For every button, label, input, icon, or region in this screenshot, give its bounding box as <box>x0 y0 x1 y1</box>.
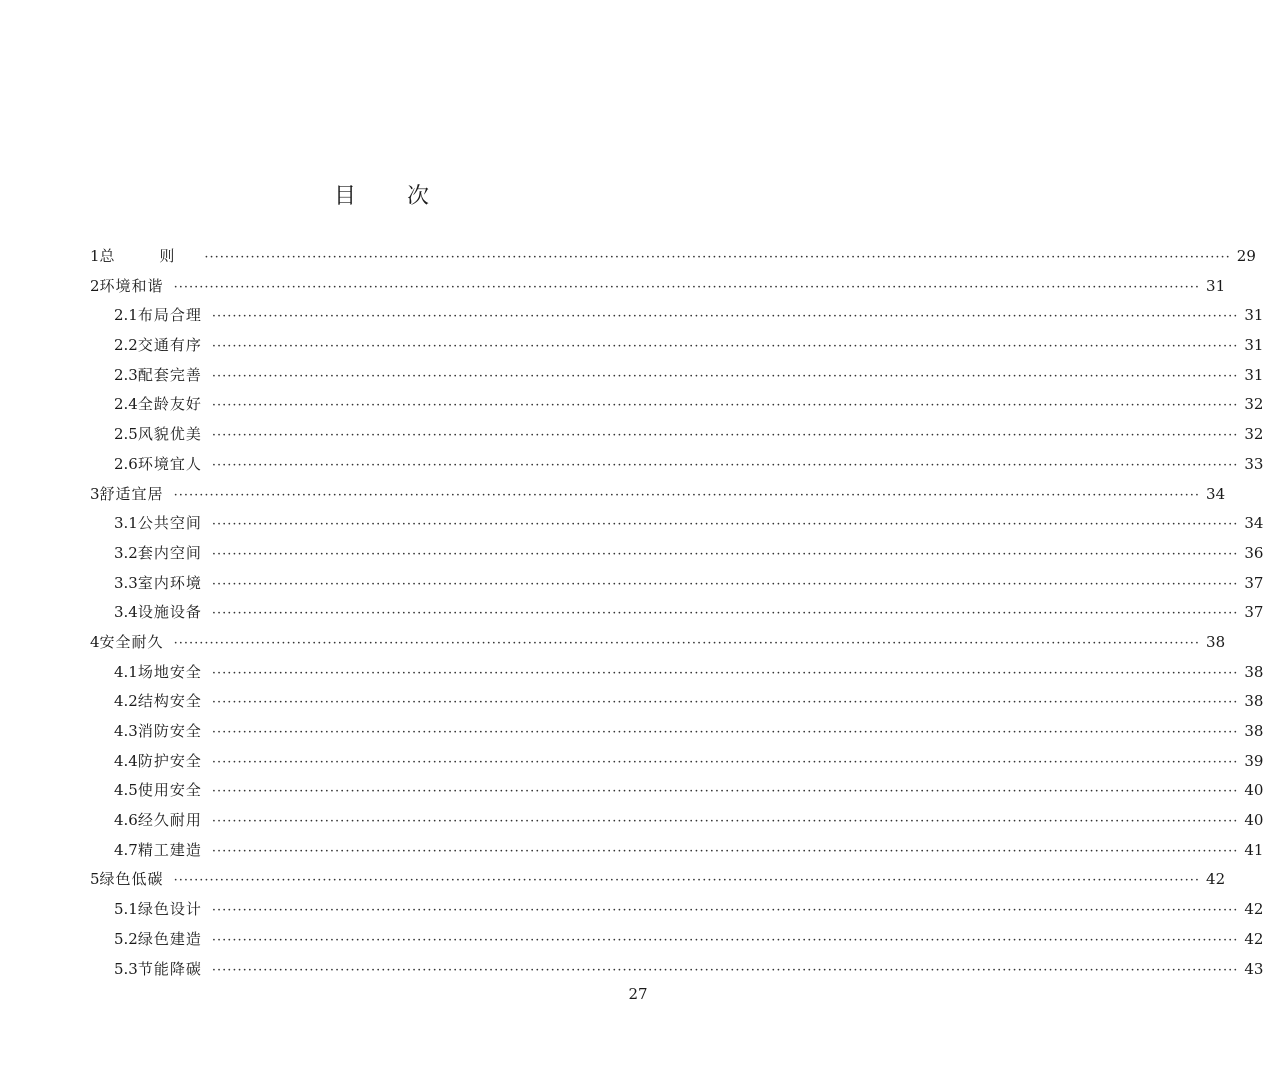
toc-entry[interactable] <box>90 687 1263 717</box>
toc-entry-title: 室内环境 <box>137 573 202 592</box>
toc-entry-number: 4.5 <box>114 781 138 800</box>
toc-dot-leader: ········································································································································································································ <box>211 457 1239 473</box>
toc-entry-number: 4.1 <box>114 662 138 681</box>
toc-dot-leader: ········································································································································································································ <box>211 932 1239 948</box>
toc-entry[interactable] <box>90 865 1226 895</box>
toc-entry-title: 结构安全 <box>137 692 202 711</box>
toc-entry-title: 布局合理 <box>137 306 202 325</box>
toc-entry-page: 42 <box>1244 900 1263 919</box>
toc-entry[interactable] <box>90 628 1226 658</box>
toc-entry-page: 38 <box>1244 692 1263 711</box>
toc-dot-leader: ········································································································································································································ <box>211 398 1239 414</box>
toc-entry-number: 2 <box>90 276 100 295</box>
toc-entry-number: 2.3 <box>114 365 138 384</box>
toc-entry-page: 31 <box>1206 276 1226 295</box>
toc-entry-number: 1 <box>90 247 100 265</box>
toc-entry-title: 场地安全 <box>137 662 202 681</box>
toc-entry-title: 使用安全 <box>137 781 202 800</box>
toc-dot-leader: ········································································································································································································ <box>211 546 1239 562</box>
toc-entry-title: 环境和谐 <box>99 276 164 295</box>
toc-entry-page: 36 <box>1244 543 1263 562</box>
toc-entry-page: 37 <box>1244 573 1263 592</box>
toc-entry-title: 绿色建造 <box>137 929 202 948</box>
toc-entry-title: 绿色设计 <box>137 900 202 919</box>
toc-dot-leader: ········································································································································································································ <box>211 814 1239 830</box>
toc-entry-page: 42 <box>1206 870 1226 889</box>
toc-entry-number: 3.1 <box>114 514 138 533</box>
toc-entry-number: 5.1 <box>114 900 138 919</box>
toc-dot-leader: ········································································································································································································ <box>211 962 1239 978</box>
toc-entry-page: 43 <box>1244 959 1263 978</box>
toc-entry-page: 42 <box>1244 929 1263 948</box>
toc-entry[interactable] <box>90 806 1263 836</box>
toc-entry-number: 4.2 <box>114 692 138 711</box>
toc-entry-page: 32 <box>1244 425 1263 444</box>
toc-entry[interactable] <box>90 717 1263 747</box>
toc-entry-page: 31 <box>1244 306 1263 325</box>
toc-entry-page: 38 <box>1244 722 1263 740</box>
toc-entry[interactable] <box>90 509 1263 539</box>
toc-entry-page: 34 <box>1244 514 1263 533</box>
toc-dot-leader: ········································································································································································································ <box>173 487 1201 503</box>
toc-dot-leader: ········································································································································································································ <box>211 784 1239 800</box>
toc-entry-page: 37 <box>1244 603 1263 622</box>
toc-entry-title: 安全耐久 <box>99 632 164 651</box>
toc-entry-number: 2.2 <box>114 336 138 355</box>
toc-entry-page: 33 <box>1244 454 1263 473</box>
toc-entry-page: 31 <box>1244 365 1263 384</box>
toc-entry-title: 公共空间 <box>137 514 202 533</box>
toc-entry-number: 4.4 <box>114 751 138 770</box>
toc-entry-page: 38 <box>1244 662 1263 681</box>
toc-dot-leader: ········································································································································································································ <box>211 339 1239 355</box>
toc-entry[interactable] <box>90 242 1256 272</box>
toc-dot-leader: ········································································································································································································ <box>211 606 1239 622</box>
toc-entry-page: 39 <box>1244 751 1263 770</box>
toc-dot-leader: ········································································································································································································ <box>173 279 1201 295</box>
toc-entry[interactable] <box>90 272 1226 302</box>
toc-dot-leader: ········································································································································································································ <box>173 635 1201 651</box>
toc-entry-title: 套内空间 <box>137 543 202 562</box>
toc-entry[interactable] <box>90 301 1263 331</box>
toc-entry-page: 29 <box>1236 247 1256 265</box>
toc-entry-page: 34 <box>1206 484 1226 503</box>
toc-entry-title: 节能降碳 <box>137 959 202 978</box>
toc-entry-title: 舒适宜居 <box>99 484 164 503</box>
toc-entry-title: 精工建造 <box>137 840 202 859</box>
toc-entry[interactable] <box>90 450 1263 480</box>
toc-entry[interactable] <box>90 539 1263 569</box>
toc-entry-number: 2.4 <box>114 395 138 414</box>
toc-entry-number: 5.2 <box>114 929 138 948</box>
toc-entry[interactable] <box>90 569 1263 599</box>
toc-entry[interactable] <box>90 390 1263 420</box>
page-number: 27 <box>628 985 648 1003</box>
toc-entry[interactable] <box>90 598 1263 628</box>
toc-entry[interactable] <box>90 776 1263 806</box>
toc-entry[interactable] <box>90 331 1263 361</box>
toc-dot-leader: ········································································································································································································ <box>211 903 1239 919</box>
toc-entry-page: 40 <box>1244 811 1263 830</box>
toc-entry-title: 配套完善 <box>137 365 202 384</box>
toc-entry-number: 4 <box>90 632 100 651</box>
toc-entry-number: 4.3 <box>114 722 138 740</box>
toc-dot-leader: ········································································································································································································ <box>211 725 1239 740</box>
toc-entry-title: 设施设备 <box>137 603 202 622</box>
toc-entry-number: 3.3 <box>114 573 138 592</box>
toc-entry-number: 5.3 <box>114 959 138 978</box>
toc-dot-leader: ········································································································································································································ <box>211 695 1239 711</box>
toc-dot-leader: ········································································································································································································ <box>211 576 1239 592</box>
toc-dot-leader: ········································································································································································································ <box>204 250 1231 265</box>
toc-dot-leader: ········································································································································································································ <box>211 517 1239 533</box>
toc-entry-number: 2.6 <box>114 454 138 473</box>
toc-dot-leader: ········································································································································································································ <box>211 428 1239 444</box>
toc-dot-leader: ········································································································································································································ <box>173 873 1201 889</box>
toc-entry-title: 风貌优美 <box>137 425 202 444</box>
toc-entry[interactable] <box>90 658 1263 688</box>
toc-entry-number: 3 <box>90 484 100 503</box>
toc-entry[interactable] <box>90 955 1263 985</box>
toc-entry-number: 3.4 <box>114 603 138 622</box>
toc-dot-leader: ········································································································································································································ <box>211 754 1239 770</box>
toc-entry[interactable] <box>90 836 1263 866</box>
toc-entry-page: 38 <box>1206 632 1226 651</box>
toc-entry-title: 经久耐用 <box>137 811 202 830</box>
toc-entry-number: 3.2 <box>114 543 138 562</box>
toc-entry-number: 4.7 <box>114 840 138 859</box>
toc-entry-page: 40 <box>1244 781 1263 800</box>
toc-entry-title: 防护安全 <box>137 751 202 770</box>
table-of-contents <box>90 242 1263 984</box>
toc-entry-title: 交通有序 <box>137 336 202 355</box>
toc-entry[interactable] <box>90 361 1263 391</box>
toc-dot-leader: ········································································································································································································ <box>211 368 1239 384</box>
toc-entry-title: 绿色低碳 <box>99 870 164 889</box>
toc-entry-number: 5 <box>90 870 100 889</box>
page-title: 目 次 <box>334 184 451 209</box>
toc-entry[interactable] <box>90 747 1263 777</box>
toc-entry[interactable] <box>90 420 1263 450</box>
toc-entry-title: 总 则 <box>99 247 195 265</box>
toc-entry-title: 全龄友好 <box>137 395 202 414</box>
toc-entry-title: 消防安全 <box>137 722 202 740</box>
toc-entry-number: 4.6 <box>114 811 138 830</box>
toc-entry[interactable] <box>90 480 1226 510</box>
toc-entry[interactable] <box>90 895 1263 925</box>
toc-entry-number: 2.1 <box>114 306 138 325</box>
toc-entry-title: 环境宜人 <box>137 454 202 473</box>
toc-dot-leader: ········································································································································································································ <box>211 843 1239 859</box>
toc-entry-page: 41 <box>1244 840 1263 859</box>
toc-dot-leader: ········································································································································································································ <box>211 665 1239 681</box>
toc-entry-page: 32 <box>1244 395 1263 414</box>
toc-entry-number: 2.5 <box>114 425 138 444</box>
toc-entry[interactable] <box>90 925 1263 955</box>
toc-dot-leader: ········································································································································································································ <box>211 309 1239 325</box>
toc-entry-page: 31 <box>1244 336 1263 355</box>
